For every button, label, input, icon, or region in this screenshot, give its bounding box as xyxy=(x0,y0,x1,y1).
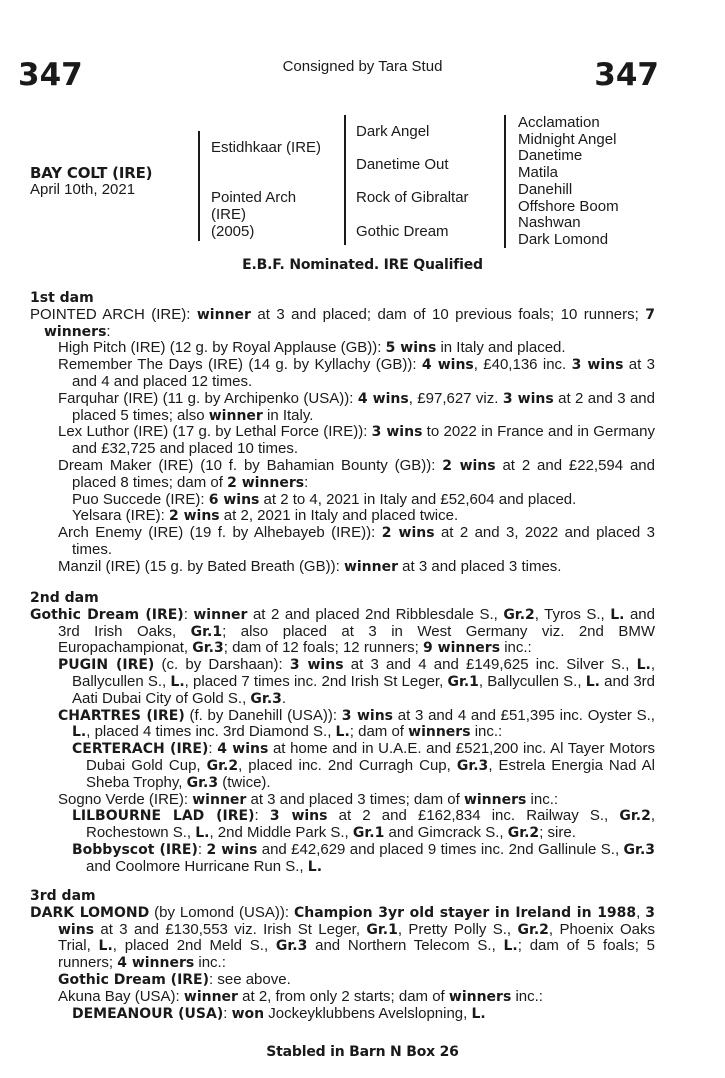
produce-entry: Lex Luthor (IRE) (17 g. by Lethal Force (IRE)): 3 wins to 2022 in France and in Germany and £32,725 and placed 10 times. xyxy=(58,423,655,458)
produce-entry: Remember The Days (IRE) (14 g. by Kyllachy (GB)): 4 wins, £40,136 inc. 3 wins at 3 and 4 and placed 12 times. xyxy=(58,356,655,390)
second-dam-section xyxy=(30,590,655,876)
produce-entry: PUGIN (IRE) (c. by Darshaan): 3 wins at 3 and 4 and £149,625 inc. Silver S., L., Ballycullen S., L., placed 7 times inc. 2nd Irish St Leger, Gr.1, Ballycullen S., L. and 3rd Aati Dubai City of Gold S., Gr.3. xyxy=(58,656,656,707)
third-dam-summary: DARK LOMOND (by Lomond (USA)): Champion 3yr old stayer in Ireland in 1988, 3 wins at 3 and £130,553 viz. Irish St Leger, Gr.1, Pretty Polly S., Gr.2, Phoenix Oaks Trial, L., placed 2nd Meld S., Gr.3 and Northern Telecom S., L.; dam of 5 foals; 5 runners; 4 winners inc.: xyxy=(30,903,656,972)
produce-entry: High Pitch (IRE) (12 g. by Royal Applause (GB)): 5 wins in Italy and placed. xyxy=(58,339,566,357)
produce-entry: Yelsara (IRE): 2 wins at 2, 2021 in Italy and placed twice. xyxy=(72,507,459,525)
first-dam-section xyxy=(30,290,655,576)
produce-entry: CERTERACH (IRE): 4 wins at home and in U.A.E. and £521,200 inc. Al Tayer Motors Dubai Gold Cup, Gr.2, placed inc. 2nd Curragh Cup, Gr.3, Estrela Energia Nad Al Sheba Trophy, Gr.3 (twice). xyxy=(72,740,655,791)
pedigree-sire: Estidhkaar (IRE) xyxy=(211,139,322,156)
pedigree-gen2-4: Gothic Dream xyxy=(356,223,449,240)
lot-number-right: 347 xyxy=(594,57,659,93)
produce-entry: Manzil (IRE) (15 g. by Bated Breath (GB)): winner at 3 and placed 3 times. xyxy=(58,557,562,575)
nomination-line: E.B.F. Nominated. IRE Qualified xyxy=(242,257,483,273)
produce-entry: Gothic Dream (IRE): see above. xyxy=(58,970,291,988)
horse-dob: April 10th, 2021 xyxy=(30,181,136,198)
pedigree-gen3-3: Danetime xyxy=(518,147,583,165)
pedigree-dam xyxy=(211,189,296,240)
produce-entry: CHARTRES (IRE) (f. by Danehill (USA)): 3 wins at 3 and 4 and £51,395 inc. Oyster S., L., placed 4 times inc. 3rd Diamond S., L.; dam of winners inc.: xyxy=(58,706,655,741)
produce-entry: Puo Succede (IRE): 6 wins at 2 to 4, 2021 in Italy and £52,604 and placed. xyxy=(72,490,577,508)
first-dam-summary: POINTED ARCH (IRE): winner at 3 and placed; dam of 10 previous foals; 10 runners; 7 winners: xyxy=(30,305,655,340)
pedigree-dam-name: Pointed Arch xyxy=(211,189,297,206)
pedigree-dam-year: (2005) xyxy=(211,223,255,240)
produce-entry: Sogno Verde (IRE): winner at 3 and placed 3 times; dam of winners inc.: xyxy=(58,790,559,808)
stabling-footer: Stabled in Barn N Box 26 xyxy=(266,1044,459,1060)
second-dam-heading: 2nd dam xyxy=(30,590,99,606)
third-dam-section xyxy=(30,888,655,1022)
pedigree-gen3-4: Matila xyxy=(518,164,559,182)
lot-number-left: 347 xyxy=(18,57,83,93)
produce-entry: Bobbyscot (IRE): 2 wins and £42,629 and placed 9 times inc. 2nd Gallinule S., Gr.3 and Coolmore Hurricane Run S., L. xyxy=(72,840,656,875)
produce-entry: Farquhar (IRE) (11 g. by Archipenko (USA)): 4 wins, £97,627 viz. 3 wins at 2 and 3 and placed 5 times; also winner in Italy. xyxy=(58,389,655,424)
first-dam-heading: 1st dam xyxy=(30,290,94,306)
produce-entry: Dream Maker (IRE) (10 f. by Bahamian Bounty (GB)): 2 wins at 2 and £22,594 and placed 8 times; dam of 2 winners: xyxy=(58,456,655,491)
produce-entry: DEMEANOUR (USA): won Jockeyklubbens Avelslopning, L. xyxy=(72,1004,486,1022)
third-dam-heading: 3rd dam xyxy=(30,888,96,904)
pedigree-divider-1 xyxy=(198,131,200,241)
pedigree-gen3-5: Danehill xyxy=(518,180,573,198)
pedigree-gen2-2: Danetime Out xyxy=(356,156,449,173)
pedigree-gen3-6: Offshore Boom xyxy=(518,197,619,215)
consignor: Consigned by Tara Stud xyxy=(282,58,443,75)
second-dam-summary: Gothic Dream (IRE): winner at 2 and placed 2nd Ribblesdale S., Gr.2, Tyros S., L. and 3rd Irish Oaks, Gr.1; also placed at 3 in West Germany viz. 2nd BMW Europachampionat, Gr.3; dam of 12 foals; 12 runners; 9 winners inc.: xyxy=(30,605,656,657)
produce-entry: LILBOURNE LAD (IRE): 3 wins at 2 and £162,834 inc. Railway S., Gr.2, Rochestown S., L., 2nd Middle Park S., Gr.1 and Gimcrack S., Gr.2; sire. xyxy=(72,807,655,842)
pedigree-divider-2 xyxy=(344,115,346,245)
pedigree-divider-3 xyxy=(504,115,506,248)
pedigree-gen3-1: Acclamation xyxy=(518,114,600,131)
horse-title: BAY COLT (IRE) xyxy=(30,164,153,182)
pedigree-gen3 xyxy=(518,115,619,249)
produce-entry: Akuna Bay (USA): winner at 2, from only 2 starts; dam of winners inc.: xyxy=(58,987,543,1005)
pedigree-gen3-2: Midnight Angel xyxy=(518,130,617,148)
pedigree-gen3-8: Dark Lomond xyxy=(518,230,609,248)
pedigree-dam-country: (IRE) xyxy=(211,206,246,223)
pedigree-gen2-3: Rock of Gibraltar xyxy=(356,189,469,206)
pedigree-gen3-7: Nashwan xyxy=(518,214,581,232)
produce-entry: Arch Enemy (IRE) (19 f. by Alhebayeb (IRE)): 2 wins at 2 and 3, 2022 and placed 3 times. xyxy=(58,524,655,558)
pedigree-gen2-1: Dark Angel xyxy=(356,123,430,140)
